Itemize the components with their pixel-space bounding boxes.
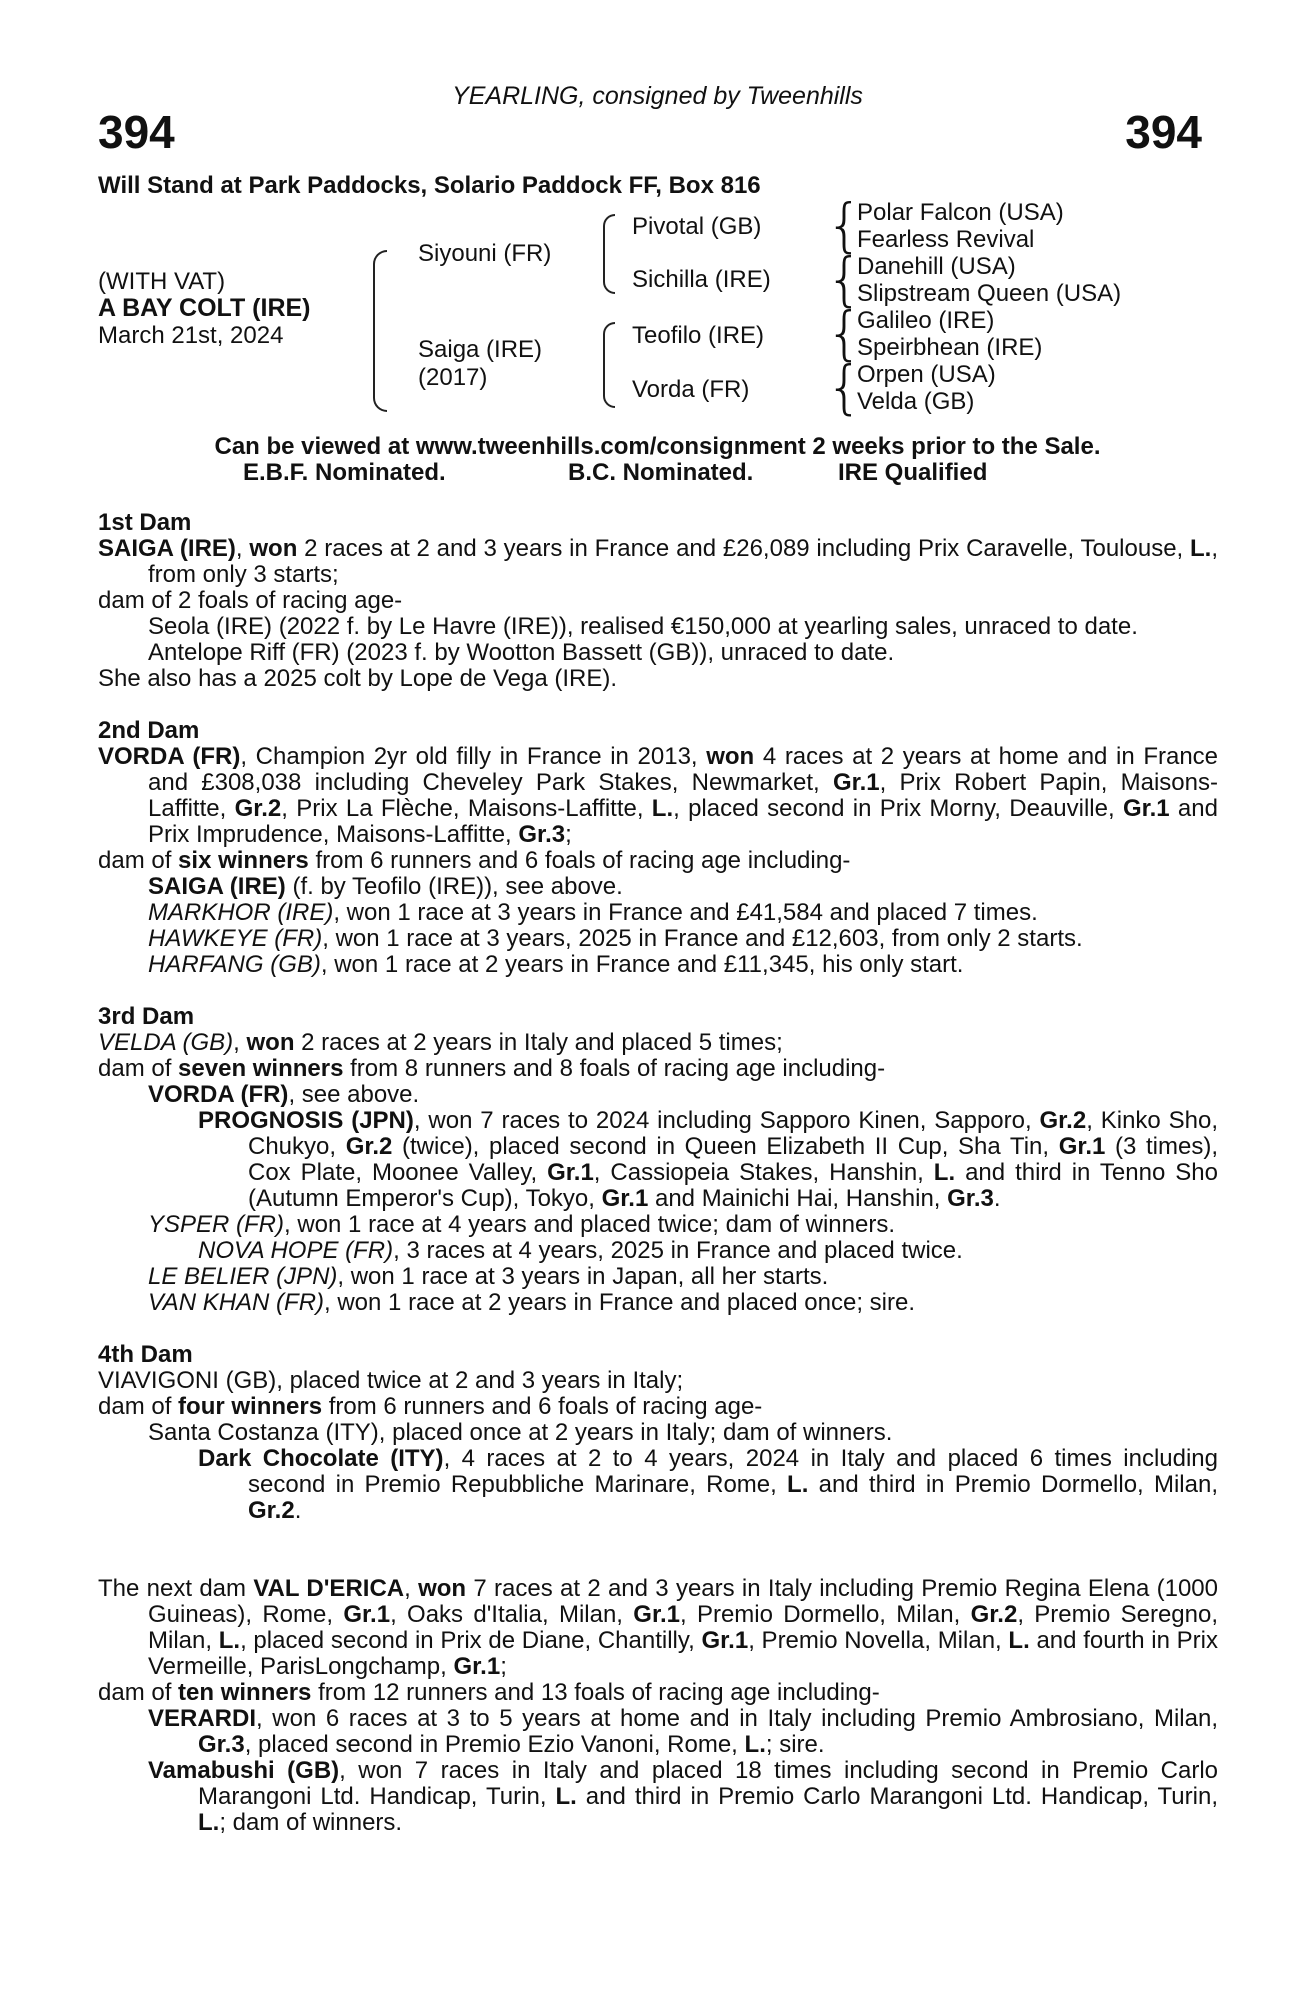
dam2-record: VORDA (FR), Champion 2yr old filly in France in 2013, won 4 races at 2 years at home and in France and £308,038 including Cheveley Park Stakes, Newmarket, Gr.1, Prix Robert Papin, Maisons-Laffitte, Gr.2, Prix La Flèche, Maisons-Laffitte, L., placed second in Prix Morny, Deauville, Gr.1 and Prix Imprudence, Maisons-Laffitte, Gr.3;: [98, 743, 1219, 848]
dam2-produce-hawkeye: HAWKEYE (FR), won 1 race at 3 years, 2025 in France and £12,603, from only 2 starts.: [148, 925, 1083, 952]
dam: Saiga (IRE): [418, 336, 543, 363]
brace-g3: {: [826, 299, 863, 367]
catalogue-body: [98, 510, 1218, 1836]
dam4-produce-dark-chocolate: Dark Chocolate (ITY), 4 races at 2 to 4 years, 2024 in Italy and placed 6 times including second in Premio Repubbliche Marinare, Rome, L. and third in Premio Dormello, Milan, Gr.2.: [198, 1445, 1219, 1524]
viewing-note: Can be viewed at www.tweenhills.com/consignment 2 weeks prior to the Sale.: [214, 433, 1101, 460]
dam3-produce-ysper: YSPER (FR), won 1 race at 4 years and placed twice; dam of winners.: [148, 1211, 895, 1238]
ggp-7: Orpen (USA): [857, 361, 996, 388]
dam4-record: VIAVIGONI (GB), placed twice at 2 and 3 years in Italy;: [98, 1367, 684, 1394]
dam-year: (2017): [418, 364, 488, 391]
dam3-produce-nova-hope: NOVA HOPE (FR), 3 races at 4 years, 2025 in France and placed twice.: [198, 1237, 963, 1264]
dam1-produce-3: She also has a 2025 colt by Lope de Vega (IRE).: [98, 665, 618, 692]
stand-location: Will Stand at Park Paddocks, Solario Paddock FF, Box 816: [98, 172, 761, 199]
ggp-2: Fearless Revival: [857, 226, 1035, 253]
next-dam-name: VAL D'ERICA: [253, 1575, 405, 1602]
next-dam-produce-verardi: VERARDI, won 6 races at 3 to 5 years at home and in Italy including Premio Ambrosiano, Milan, Gr.3, placed second in Premio Ezio Vanoni, Rome, L.; sire.: [148, 1705, 1218, 1758]
dam2-produce-summary: dam of six winners from 6 runners and 6 foals of racing age including-: [98, 847, 851, 874]
horse-name: A BAY COLT (IRE): [98, 294, 311, 322]
dam-sire: Teofilo (IRE): [632, 322, 765, 349]
dam3-produce-vorda: VORDA (FR), see above.: [148, 1081, 420, 1108]
sire-sire: Pivotal (GB): [632, 213, 762, 240]
brace-g4: {: [826, 353, 863, 421]
ggp-1: Polar Falcon (USA): [857, 199, 1064, 226]
brace-dam: [603, 322, 615, 408]
dam3-record: VELDA (GB), won 2 races at 2 years in Italy and placed 5 times;: [98, 1029, 783, 1056]
dam3-produce-prognosis: PROGNOSIS (JPN), won 7 races to 2024 including Sapporo Kinen, Sapporo, Gr.2, Kinko Sho, Chukyo, Gr.2 (twice), placed second in Queen Elizabeth II Cup, Sha Tin, Gr.1 (3 times), Cox Plate, Moonee Valley, Gr.1, Cassiopeia Stakes, Hanshin, L. and third in Tenno Sho (Autumn Emperor's Cup), Tokyo, Gr.1 and Mainichi Hai, Hanshin, Gr.3.: [198, 1107, 1218, 1212]
dam3-produce-le-belier: LE BELIER (JPN), won 1 race at 3 years in Japan, all her starts.: [148, 1263, 829, 1290]
ggp-3: Danehill (USA): [857, 253, 1016, 280]
dam1-foals: dam of 2 foals of racing age-: [98, 587, 403, 614]
dam4-heading: 4th Dam: [98, 1341, 193, 1368]
vat-note: (WITH VAT): [98, 268, 226, 295]
ggp-6: Speirbhean (IRE): [857, 334, 1043, 361]
brace-g2: {: [826, 245, 863, 313]
ggp-8: Velda (GB): [857, 388, 975, 415]
dam-dam: Vorda (FR): [632, 376, 750, 403]
dam2-produce-saiga: SAIGA (IRE) (f. by Teofilo (IRE)), see above.: [148, 873, 623, 900]
dam1-heading: 1st Dam: [98, 509, 192, 536]
ggp-4: Slipstream Queen (USA): [857, 280, 1122, 307]
dam2-name: VORDA (FR): [98, 743, 241, 770]
dam3-produce-van-khan: VAN KHAN (FR), won 1 race at 2 years in France and placed once; sire.: [148, 1289, 916, 1316]
dam3-heading: 3rd Dam: [98, 1003, 195, 1030]
brace-g1: {: [826, 191, 863, 259]
dam2-produce-markhor: MARKHOR (IRE), won 1 race at 3 years in France and £41,584 and placed 7 times.: [148, 899, 1038, 926]
brace-sire: [603, 214, 615, 294]
ire-note: IRE Qualified: [838, 459, 988, 486]
next-dam-record: The next dam VAL D'ERICA, won 7 races at 2 and 3 years in Italy including Premio Regina Elena (1000 Guineas), Rome, Gr.1, Oaks d'Italia, Milan, Gr.1, Premio Dormello, Milan, Gr.2, Premio Seregno, Milan, L., placed second in Prix de Diane, Chantilly, Gr.1, Premio Novella, Milan, L. and fourth in Prix Vermeille, ParisLongchamp, Gr.1;: [98, 1575, 1219, 1680]
dam1-record: SAIGA (IRE), won 2 races at 2 and 3 years in France and £26,089 including Prix Caravelle, Toulouse, L., from only 3 starts;: [98, 535, 1218, 588]
ebf-note: E.B.F. Nominated.: [243, 459, 446, 486]
dam2-heading: 2nd Dam: [98, 717, 200, 744]
dam3-produce-summary: dam of seven winners from 8 runners and 8 foals of racing age including-: [98, 1055, 886, 1082]
sire: Siyouni (FR): [418, 240, 552, 267]
dam2-produce-harfang: HARFANG (GB), won 1 race at 2 years in France and £11,345, his only start.: [148, 951, 964, 978]
sire-dam: Sichilla (IRE): [632, 266, 771, 293]
bc-note: B.C. Nominated.: [568, 459, 754, 486]
consignment-line: YEARLING, consigned by Tweenhills: [452, 82, 863, 110]
next-dam-produce-vamabushi: Vamabushi (GB), won 7 races in Italy and placed 18 times including second in Premio Carlo Marangoni Ltd. Handicap, Turin, L. and third in Premio Carlo Marangoni Ltd. Handicap, Turin, L.; dam of winners.: [148, 1757, 1218, 1836]
brace-main: [373, 250, 387, 412]
ggp-5: Galileo (IRE): [857, 307, 995, 334]
dam4-produce-summary: dam of four winners from 6 runners and 6 foals of racing age-: [98, 1393, 763, 1420]
dam1-name: SAIGA (IRE): [98, 535, 236, 562]
lot-number-right: 394: [1125, 106, 1202, 158]
dam4-produce-santa-costanza: Santa Costanza (ITY), placed once at 2 years in Italy; dam of winners.: [148, 1419, 893, 1446]
dam1-produce-1: Seola (IRE) (2022 f. by Le Havre (IRE)), realised €150,000 at yearling sales, unraced to date.: [148, 613, 1138, 640]
foaling-date: March 21st, 2024: [98, 322, 284, 349]
lot-number-left: 394: [98, 106, 175, 158]
dam1-produce-2: Antelope Riff (FR) (2023 f. by Wootton Bassett (GB)), unraced to date.: [148, 639, 895, 666]
next-dam-produce-summary: dam of ten winners from 12 runners and 13 foals of racing age including-: [98, 1679, 880, 1706]
dam3-name: VELDA (GB): [98, 1029, 234, 1056]
